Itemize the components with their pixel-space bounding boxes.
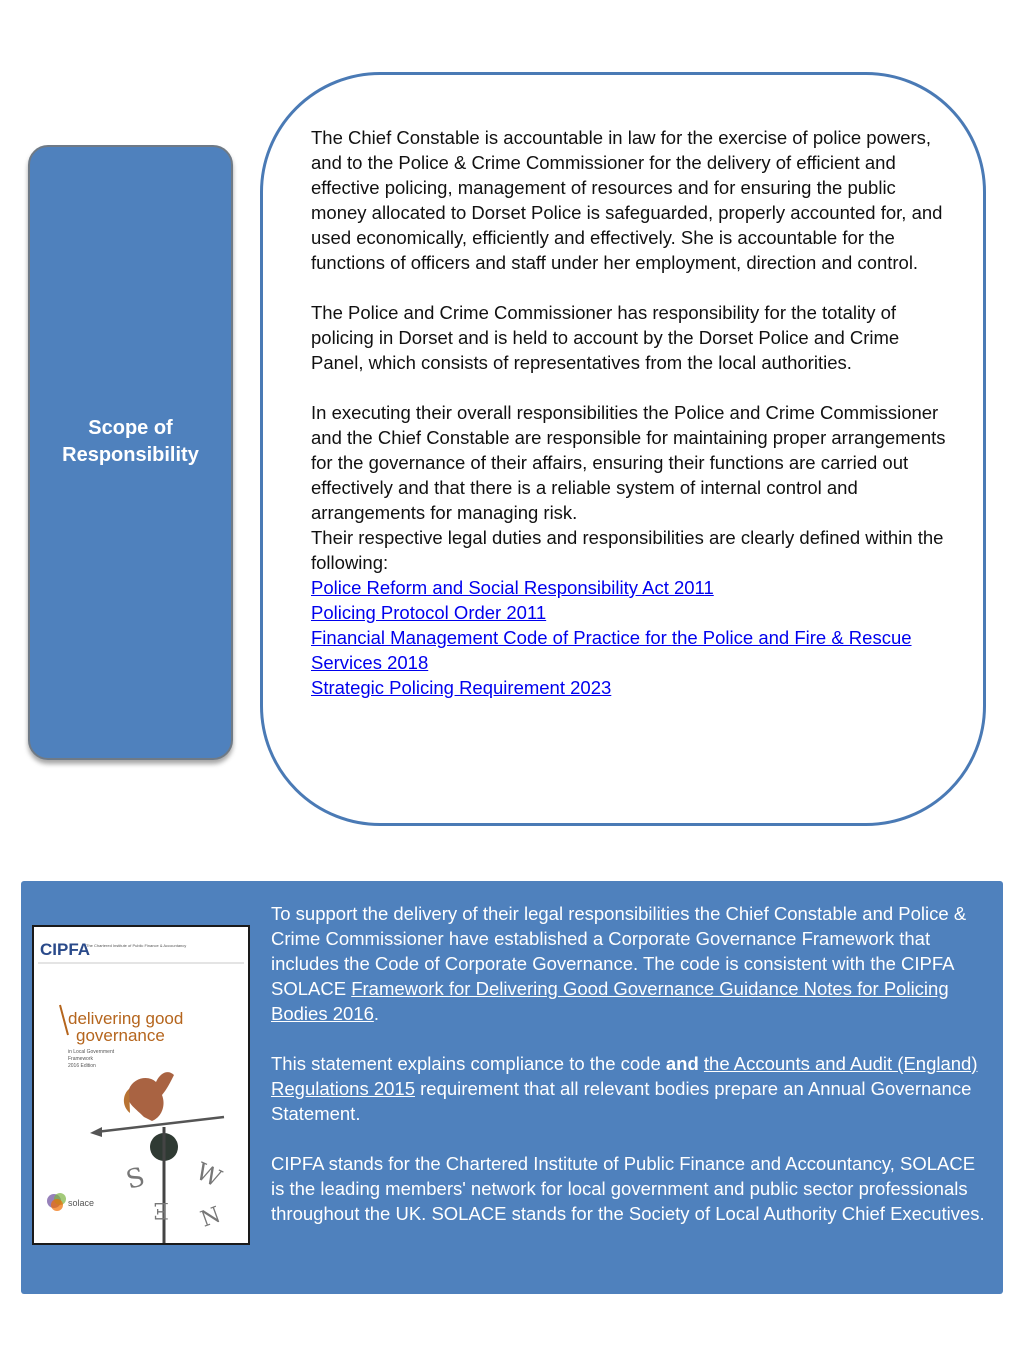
accounts-audit-regulations-link[interactable]: the Accounts and Audit (England) Regulations 2015 — [271, 1053, 978, 1099]
scope-tab-label: Scope of Responsibility — [62, 416, 199, 466]
cover-title-line2: governance — [76, 1026, 165, 1045]
scope-paragraph: The Police and Crime Commissioner has responsibility for the totality of policing in Dorset and is held to account by the Dorset Police and Crime Panel, which consists of representatives from the local authorities. — [311, 302, 900, 373]
svg-text:S: S — [123, 1162, 149, 1196]
scope-paragraph: Their respective legal duties and responsibilities are clearly defined within the following: — [311, 527, 944, 573]
governance-p1-end: . — [373, 1003, 380, 1024]
good-governance-framework-link[interactable]: Framework for Delivering Good Governance Guidance Notes for Policing Bodies 2016 — [271, 978, 949, 1024]
governance-p2-end: requirement that all relevant bodies prepare an Annual Governance Statement. — [271, 1078, 972, 1124]
scope-paragraph: In executing their overall responsibilities the Police and Crime Commissioner and the Chief Constable are responsible for maintaining proper arrangements for the governance of their affairs, ensuring their functions are carried out effectively and that there is a reliable system of internal control and arrangements for managing risk. — [311, 402, 946, 523]
police-reform-act-link[interactable]: Police Reform and Social Responsibility Act 2011 — [311, 577, 714, 598]
cipfa-logo: CIPFA — [40, 940, 91, 959]
book-cover-illustration — [34, 927, 248, 1243]
governance-p1-text: To support the delivery of their legal responsibilities the Chief Constable and Police & Crime Commissioner have established a Corporate Governance Framework that includes the Code of Corporate Governance. The code is consistent with the CIPFA SOLACE — [271, 903, 967, 999]
cover-subtitle-line1: in Local Government — [68, 1049, 115, 1055]
scope-tab — [28, 145, 233, 760]
book-cover — [32, 925, 250, 1245]
governance-paragraph-2 — [271, 1051, 991, 1126]
svg-text:N: N — [197, 1202, 225, 1233]
svg-text:E: E — [152, 1197, 169, 1222]
cipfa-full-name: The Chartered Institute of Public Finance & Accountancy — [86, 943, 187, 948]
governance-p2-bold: and — [665, 1053, 699, 1074]
scope-paragraph: The Chief Constable is accountable in law for the exercise of police powers, and to the Police & Crime Commissioner for the delivery of efficient and effective policing, management of resources and for ensuring the public money allocated to Dorset Police is safeguarded, properly accounted for, and used economically, efficiently and effectively. She is accountable for the functions of officers and staff under her employment, direction and control. — [311, 127, 943, 273]
cover-subtitle-line3: 2016 Edition — [68, 1063, 96, 1069]
financial-management-code-link[interactable]: Financial Management Code of Practice for the Police and Fire & Rescue Services 2018 — [311, 627, 912, 673]
governance-paragraph-3: CIPFA stands for the Chartered Institute of Public Finance and Accountancy, SOLACE is the leading members' network for local government and public sector professionals throughout the UK. SOLACE stands for the Society of Local Authority Chief Executives. — [271, 1153, 985, 1224]
policing-protocol-link[interactable]: Policing Protocol Order 2011 — [311, 602, 547, 623]
governance-paragraph-1 — [271, 901, 991, 1026]
governance-text — [271, 901, 991, 1226]
cover-title-line1: delivering good — [68, 1009, 184, 1028]
governance-p2-text: This statement explains compliance to the code — [271, 1053, 666, 1074]
solace-logo-text: solace — [68, 1198, 95, 1208]
cover-subtitle-line2: Framework — [68, 1056, 94, 1062]
scope-text — [311, 125, 951, 700]
strategic-policing-link[interactable]: Strategic Policing Requirement 2023 — [311, 677, 612, 698]
svg-text:W: W — [191, 1157, 226, 1193]
